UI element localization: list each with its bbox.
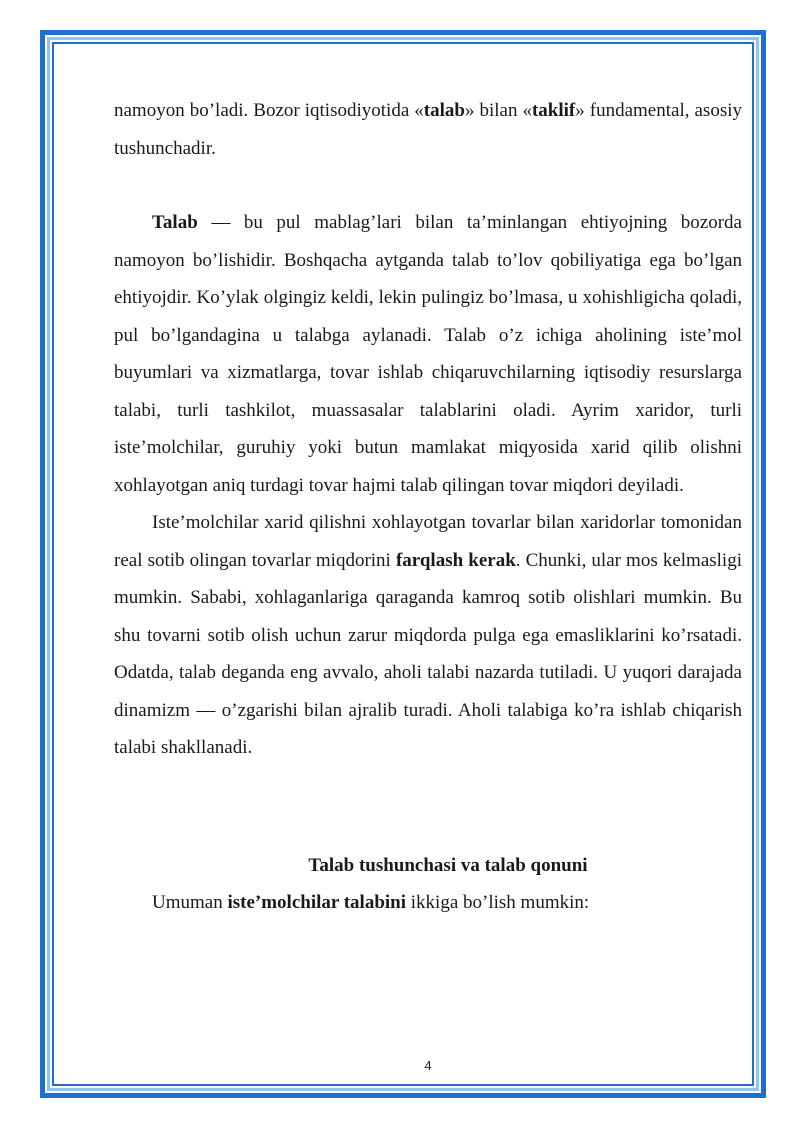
spacer xyxy=(114,767,742,847)
paragraph-consumers-text-1: Iste’molchilar xarid qilishni xohlayotgan tovarlar bilan xaridorlar tomonidan real sotib olingan tovarlar miqdorini xyxy=(114,512,742,571)
page-body xyxy=(114,92,742,922)
paragraph-intro-text-1: namoyon bo’ladi. Bozor iqtisodiyotida « xyxy=(114,100,424,121)
term-talab-definition: Talab xyxy=(152,212,198,233)
term-istemolchilar-talabini: iste’molchilar talabini xyxy=(227,892,407,913)
paragraph-intro-text-2: » bilan « xyxy=(464,100,532,121)
paragraph-talab-definition xyxy=(114,204,742,504)
section-heading: Talab tushunchasi va talab qonuni xyxy=(308,854,588,876)
paragraph-intro-text-3: » fundamental, asosiy tushunchadir. xyxy=(114,100,742,159)
page-number: 4 xyxy=(424,1058,432,1073)
paragraph-demand-types xyxy=(114,884,742,922)
paragraph-demand-types-text-2: ikkiga bo’lish mumkin: xyxy=(406,892,590,913)
term-farqlash-kerak: farqlash kerak xyxy=(395,549,516,571)
paragraph-talab-definition-text: — bu pul mablag’lari bilan ta’minlangan ehtiyojning bozorda namoyon bo’lishidir. Boshqacha aytganda talab to’lov qobiliyatiga ega bo’lgan ehtiyojdir. Ko’ylak olgingiz keldi, lekin pulingiz bo’lmasa, u xohishligicha qoladi, pul bo’lgandagina u talabga aylanadi. Talab o’z ichiga aholining iste’mol buyumlari va xizmatlarga, tovar ishlab chiqaruvchilarning iqtisodiy resurslarga talabi, turli tashkilot, muassasalar talablarini oladi. Ayrim xaridor, turli iste’molchilar, guruhiy yoki butun mamlakat miqyosida xarid qilib olishni xohlayotgan aniq turdagi tovar hajmi talab qilingan tovar miqdori deyiladi. xyxy=(114,212,742,496)
term-talab: talab xyxy=(423,100,465,121)
paragraph-intro xyxy=(114,92,742,167)
spacer xyxy=(114,167,742,204)
term-taklif: taklif xyxy=(531,100,576,121)
paragraph-consumers-text-2: . Chunki, ular mos kelmasligi mumkin. Sababi, xohlaganlariga qaraganda kamroq sotib olishlari mumkin. Bu shu tovarni sotib olish uchun zarur miqdorda pulga ega emasliklarini ko’rsatadi. Odatda, talab deganda eng avvalo, aholi talabi nazarda tutiladi. U yuqori darajada dinamizm — o’zgarishi bilan ajralib turadi. Aholi talabiga ko’ra ishlab chiqarish talabi shakllanadi. xyxy=(114,549,742,758)
paragraph-consumers xyxy=(114,504,742,767)
paragraph-demand-types-text-1: Umuman xyxy=(152,892,228,913)
